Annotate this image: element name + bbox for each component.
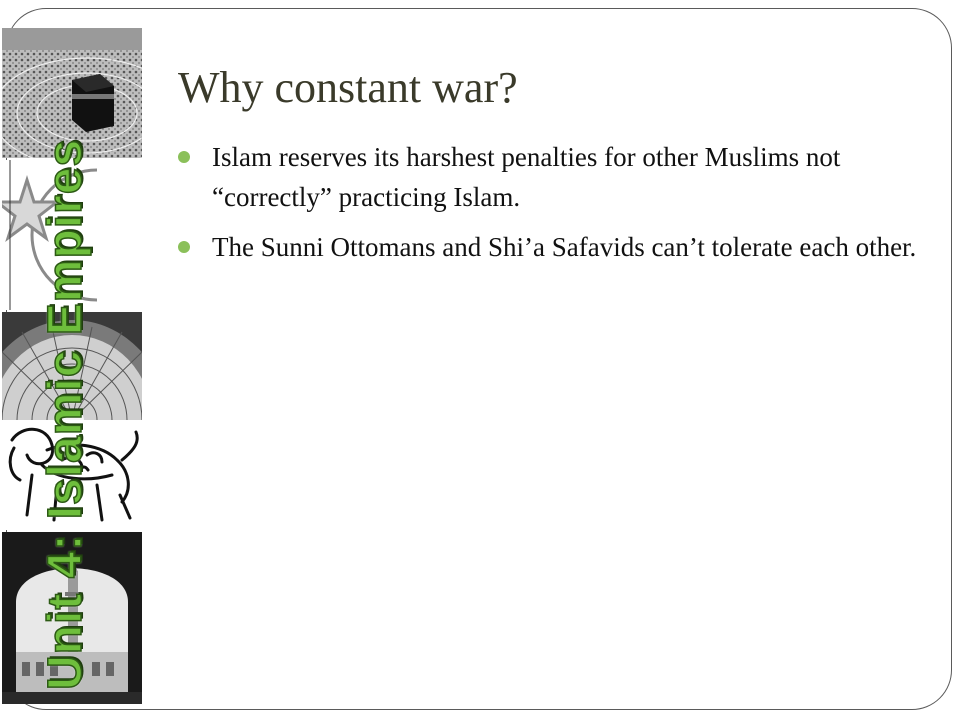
bullet-text: Islam reserves its harshest penalties for other Muslims not “correctly” practicing Islam.: [212, 142, 841, 212]
bullet-item: [178, 137, 918, 217]
bullet-list: [178, 137, 918, 277]
slide-title: Why constant war?: [178, 63, 518, 112]
bullet-dot-icon: [178, 241, 190, 253]
unit-title-vertical: Unit 4: Islamic Empires: [39, 138, 92, 690]
bullet-dot-icon: [178, 151, 190, 163]
slide-frame: [6, 8, 952, 710]
bullet-text: The Sunni Ottomans and Shi’a Safavids can’t tolerate each other.: [212, 232, 917, 262]
sidebar-image-strip: [0, 0, 145, 720]
bullet-item: [178, 227, 918, 267]
